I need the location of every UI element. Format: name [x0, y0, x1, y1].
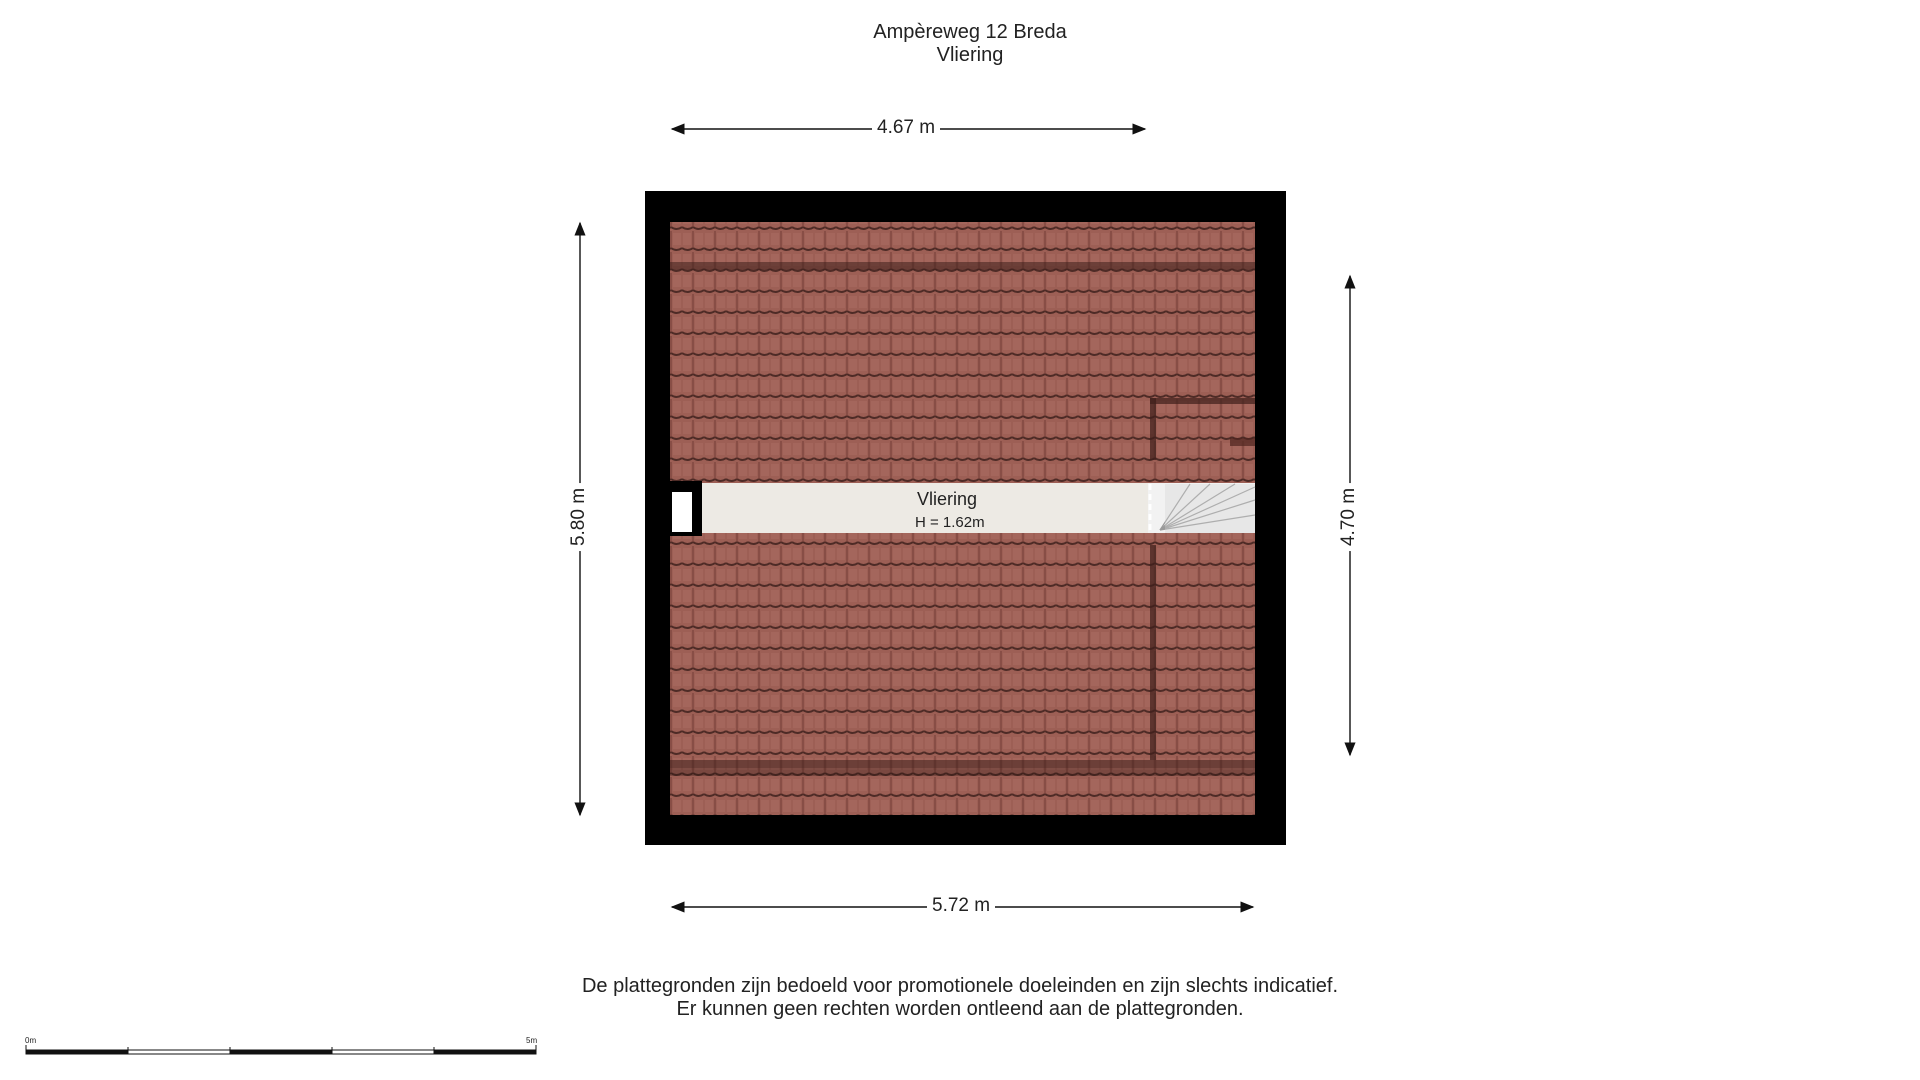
disclaimer — [560, 975, 1360, 1021]
address-title: Ampèreweg 12 Breda — [873, 21, 1067, 43]
dormer-line-top — [1150, 398, 1255, 404]
disclaimer-line-1: De plattegronden zijn bedoeld voor promotionele doeleinden en zijn slechts indicatief. — [581, 975, 1339, 997]
room-height-label: H = 1.62m — [915, 514, 985, 531]
page-title — [760, 21, 1180, 67]
scale-bar — [26, 1045, 536, 1054]
dim-label-left: 5.80 m — [568, 483, 590, 551]
ridge-band-top — [670, 262, 1255, 270]
ridge-band-bottom — [670, 760, 1255, 768]
floor-title: Vliering — [936, 44, 1004, 66]
dormer-line-lower — [1150, 545, 1156, 760]
scale-end-label: 5m — [526, 1036, 538, 1045]
disclaimer-line-2: Er kunnen geen rechten worden ontleend aan de plattegronden. — [676, 998, 1244, 1020]
dim-label-top: 4.67 m — [872, 117, 940, 139]
dim-label-right: 4.70 m — [1338, 483, 1360, 551]
hatch-opening — [672, 492, 692, 532]
dormer-line-left — [1150, 398, 1156, 460]
dim-label-bottom: 5.72 m — [927, 895, 995, 917]
scale-start-label: 0m — [25, 1036, 37, 1045]
room-name-label: Vliering — [917, 489, 978, 509]
